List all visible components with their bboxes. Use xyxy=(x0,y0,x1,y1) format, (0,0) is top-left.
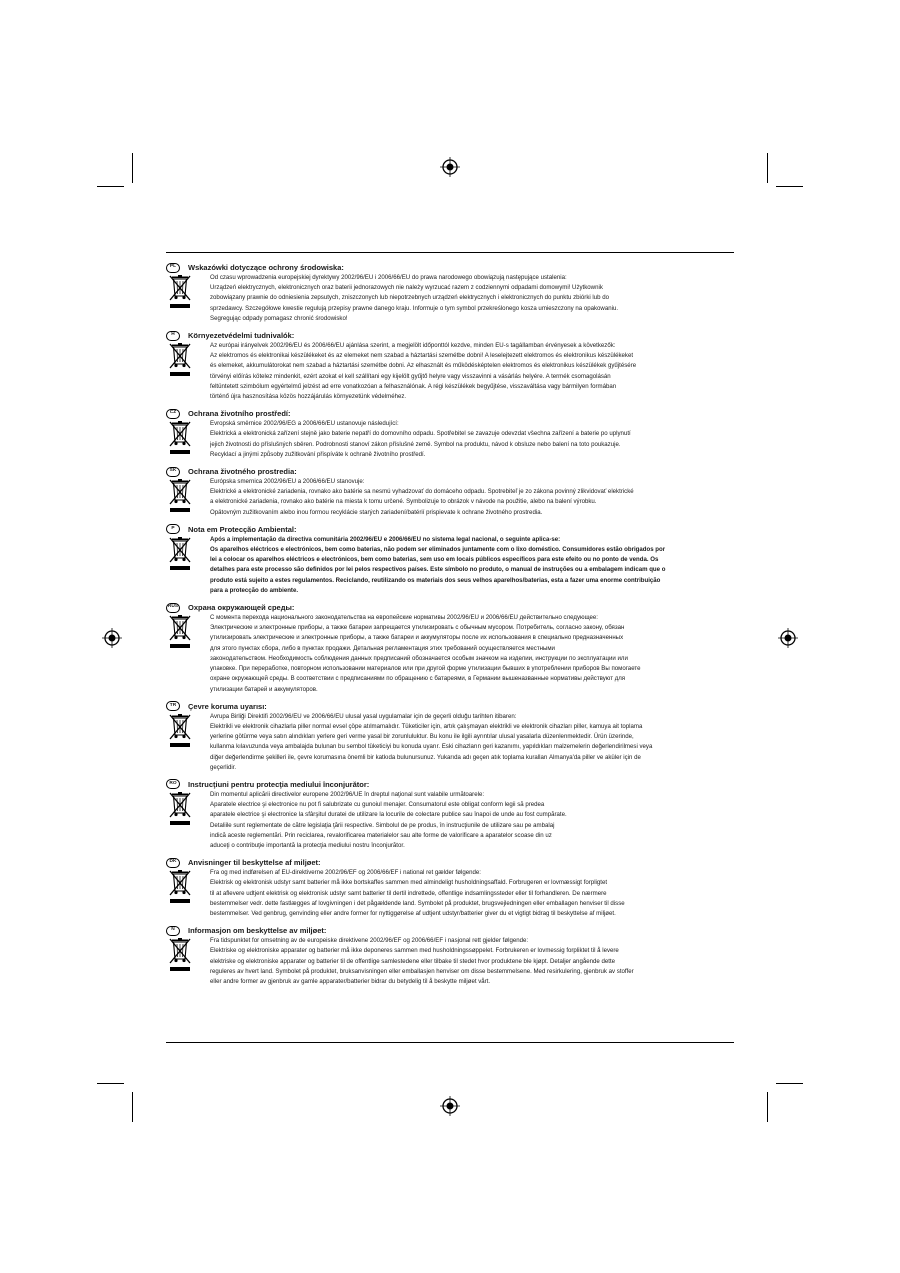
text-line: törvényi előírás kötelez mindenkit, ezért azokat el kell szállítani egy kijelölt gyűjtő helyre vagy visszavinni a vásárlás helyére. A termék csomagolásán xyxy=(210,372,611,380)
weee-bin-symbol xyxy=(169,343,193,402)
text-line: Elektriske og elektroniske apparater og batterier må ikke deponeres sammen med husholdningssøppelet. Forbrukeren er lovmessig forpliktet til å levere xyxy=(210,947,619,955)
section-tr xyxy=(166,701,734,773)
crossed-out-bin-icon xyxy=(169,792,193,818)
text-line: утилизации батарей и аккумуляторов. xyxy=(210,685,318,693)
text-line: para a protecção do ambiente. xyxy=(210,586,299,594)
weee-bar xyxy=(170,967,190,971)
text-line: Európska smernica 2002/96/EU a 2006/66/EU stanovuje: xyxy=(210,478,365,486)
text-line: reguleres av hvert land. Symbolet på produktet, bruksanvisningen eller emballasjen henviser om disse bestemmelsene. Med resirkulering, gjenbruk av stoffer xyxy=(210,967,634,975)
crop-mark xyxy=(776,1083,803,1084)
section-text xyxy=(210,419,734,460)
text-line: для этого пунктах сбора, либо в пунктах продажи. Детальная регламентация этих требований осуществляется местными xyxy=(210,644,555,652)
section-text xyxy=(210,477,734,518)
text-line: indică aceste reglementări. Prin reciclarea, revalorificarea materialelor sau alte forme de valorificare a aparatelor scoase din uz xyxy=(210,831,552,839)
text-line: és elemeket, akkumulátorokat nem szabad a háztartási szemétbe dobni. Az elhasznált és működésképtelen elektromos és elektronikus készülékek gyűjtésére xyxy=(210,362,637,370)
text-line: Recyklací a jinými způsoby zužitkování přispíváte k ochraně životního prostředí. xyxy=(210,450,426,458)
text-line: Urządzeń elektrycznych, elektronicznych oraz baterii jednorazowych nie należy wyrzucać razem z codziennymi odpadami domowymi! Użytkownik xyxy=(210,284,603,292)
registration-mark-icon xyxy=(440,1096,460,1116)
country-code-badge: PL xyxy=(166,263,180,273)
crossed-out-bin-icon xyxy=(169,537,193,563)
section-title: Informasjon om beskyttelse av miljøet: xyxy=(188,926,327,936)
country-code-badge: CZ xyxy=(166,409,180,419)
registration-mark-icon xyxy=(440,157,460,177)
crop-mark xyxy=(767,153,768,183)
weee-bin-symbol xyxy=(169,479,193,518)
text-line: detalhes para este processo são definidos por lei pelos respectivos países. Este símbolo no produto, o manual de instruções ou a embalagem indicam que o xyxy=(210,566,666,574)
section-text xyxy=(210,936,734,987)
section-header xyxy=(166,925,734,936)
text-line: jejich životnosti do příslušných sběren. Podrobnosti stanoví zákon příslušné země. Symbol na produktu, návod k obsluze nebo balení na toto poukazuje. xyxy=(210,440,621,448)
text-line: Avrupa Birliği Direktifi 2002/96/EU ve 2006/66/EU ulusal yasal uygulamalar için de geçerli olduğu tarihten itibaren: xyxy=(210,712,517,720)
crop-mark xyxy=(132,153,133,183)
environment-notes xyxy=(166,262,734,993)
country-code-badge: H xyxy=(166,331,180,341)
weee-bin-symbol xyxy=(169,870,193,919)
section-header xyxy=(166,466,734,477)
section-h xyxy=(166,330,734,402)
section-title: Охрана окружающей среды: xyxy=(188,603,295,613)
section-n xyxy=(166,925,734,987)
section-header xyxy=(166,701,734,712)
registration-mark-icon xyxy=(102,628,122,648)
weee-bar xyxy=(170,566,190,570)
crop-mark xyxy=(97,186,124,187)
section-header xyxy=(166,779,734,790)
text-line: утилизировать электрические и электронные приборы, а также батареи и аккумуляторы после их использования в специально предназначенных xyxy=(210,634,624,642)
text-line: zobowiązany prawnie do odniesienia zepsutych, zniszczonych lub niepotrzebnych urządzeń elektrycznych i elektronicznych do punktu zbiórki lub do xyxy=(210,294,610,302)
section-pl xyxy=(166,262,734,324)
text-line: Detaliile sunt reglementate de către legislaţia ţării respective. Simbolul de pe produs, în instrucţiunile de utilizare sau pe ambalaj xyxy=(210,821,555,829)
crossed-out-bin-icon xyxy=(169,479,193,505)
crossed-out-bin-icon xyxy=(169,421,193,447)
weee-bin-symbol xyxy=(169,615,193,695)
section-title: Nota em Protecção Ambiental: xyxy=(188,524,297,534)
weee-bar xyxy=(170,372,190,376)
text-line: Elektrická a elektronická zařízení stejně jako baterie nepatří do domovního odpadu. Spotřebitel se zavazuje odevzdat všechna zařízení a baterie po uplynutí xyxy=(210,430,631,438)
text-line: aparatele electrice şi electronice la sfârşitul duratei de utilizare la locurile de colectare publice sau înapoi de unde au fost cumpărate. xyxy=(210,811,567,819)
text-line: Az elektromos és elektronikai készülékeket és az elemeket nem szabad a háztartási szemétbe dobni! A leselejtezett elektromos és elektronikus készülékeket xyxy=(210,352,634,360)
section-text xyxy=(210,273,734,324)
text-line: Elektrické a elektronické zariadenia, rovnako ako batérie sa nesmú vyhadzovať do domáceho odpadu. Spotrebiteľ je zo zákona povinný zlikvidovať elektrické xyxy=(210,488,634,496)
text-line: Od czasu wprowadzenia europejskiej dyrektywy 2002/96/EU i 2006/66/EU do prawa narodowego obowiązują następujące ustalenia: xyxy=(210,274,567,281)
country-code-badge: P xyxy=(166,524,180,534)
section-title: Wskazówki dotyczące ochrony środowiska: xyxy=(188,263,344,272)
section-dk xyxy=(166,857,734,919)
section-sk xyxy=(166,466,734,518)
section-header xyxy=(166,408,734,419)
text-line: законодательством. Необходимость соблюдения данных предписаний обозначается особым значком на изделии, инструкции по эксплуатации или xyxy=(210,654,628,662)
text-line: lei a colocar os aparelhos eléctricos e electrónicos, bem como baterias, sem uso em locais públicos específicos para este efeito ou no ponto de venda. Os xyxy=(210,556,659,564)
weee-bin-symbol xyxy=(169,714,193,773)
section-header xyxy=(166,330,734,341)
weee-bar xyxy=(170,450,190,454)
crop-mark xyxy=(767,1092,768,1122)
text-line: охране окружающей среды. В соответствии с предписаниями по обращению с батареями, в Германии вышеназванные нормативы действуют для xyxy=(210,675,626,683)
text-line: sprzedawcy. Szczegółowe kwestie regulują przepisy prawne danego kraju. Informuje o tym symbol przekreślonego kosza umieszczony na opakowaniu. xyxy=(210,304,619,312)
weee-bar xyxy=(170,821,190,825)
section-title: Ochrana životného prostredia: xyxy=(188,467,297,477)
weee-bin-symbol xyxy=(169,537,193,596)
crop-mark xyxy=(132,1092,133,1122)
section-title: Környezetvédelmi tudnivalók: xyxy=(188,331,295,341)
text-line: geçerlidir. xyxy=(210,763,237,771)
text-line: Opätovným zužitkovaním alebo inou formou recyklácie starých zariadení/batérií prispievate k ochrane životného prostredia. xyxy=(210,508,543,516)
section-title: Ochrana životního prostředí: xyxy=(188,409,291,419)
text-line: Segregując odpady pomagasz chronić środowisko! xyxy=(210,314,348,322)
section-text xyxy=(210,712,734,773)
crossed-out-bin-icon xyxy=(169,938,193,964)
text-line: Электрические и электронные приборы, а также батареи запрещается утилизировать с обычным мусором. Потребитель, согласно закону, обязан xyxy=(210,624,625,632)
crossed-out-bin-icon xyxy=(169,714,193,740)
text-line: Fra tidspunktet for omsetning av de europeiske direktivene 2002/96/EF og 2006/66/EF i nasjonal rett gjelder følgende: xyxy=(210,937,529,945)
country-code-badge: RO xyxy=(166,779,180,789)
section-text xyxy=(210,790,734,851)
text-line: bestemmelser. Ved genbrug, genvinding eller andre former for nyttiggørelse af udtjent udstyr/batterier giver du et vigtigt bidrag til beskyttelse af miljøet. xyxy=(210,909,616,917)
bottom-rule xyxy=(166,1042,734,1043)
text-line: упаковке. При переработке, повторном использовании материалов или при другой форме утилизации бывших в употреблении приборов Вы помогаете xyxy=(210,665,641,673)
weee-bar xyxy=(170,743,190,747)
text-line: elektriske og elektroniske apparater og batterier til de offentlige samlestedene eller tilbake til stedet hvor produktene ble kjøpt. Detaljer angående dette xyxy=(210,957,616,965)
text-line: Elektrisk og elektronisk udstyr samt batterier må ikke bortskaffes sammen med almindeligt husholdningsaffald. Forbrugeren er lovmæssigt forpligtet xyxy=(210,879,608,887)
text-line: Elektrikli ve elektronik cihazlarla piller normal evsel çöpe atılmamalıdır. Tüketiciler için, artık çalışmayan elektrikli ve elektronik cihazları piller, kamuya ait toplama xyxy=(210,722,643,730)
text-line: Az európai irányelvek 2002/96/EU és 2006/66/EU ajánlása szerint, a megjelölt időponttól kezdve, minden EU-s tagállamban érvényesek a következők: xyxy=(210,342,616,350)
text-line: történő újra hasznosítása közös hozzájárulás környezetünk védelméhez. xyxy=(210,393,407,401)
section-cz xyxy=(166,408,734,460)
text-line: Aparatele electrice şi electronice nu pot fi salubrizate cu gunoiul menajer. Consumatorul este obligat conform legii să predea xyxy=(210,801,545,809)
section-title: Instrucţiuni pentru protecţia mediului înconjurător: xyxy=(188,779,370,789)
top-rule xyxy=(166,252,734,253)
section-rus xyxy=(166,602,734,695)
weee-bin-symbol xyxy=(169,792,193,851)
weee-bar xyxy=(170,644,190,648)
text-line: aduceţi o contribuţie importantă la protecţia mediului nostru înconjurător. xyxy=(210,841,405,849)
crossed-out-bin-icon xyxy=(169,870,193,896)
weee-bar xyxy=(170,899,190,903)
text-line: Os aparelhos eléctricos e electrónicos, bem como baterias, não podem ser eliminados juntamente com o lixo doméstico. Consumidores estão obrigados por xyxy=(210,546,666,554)
text-line: С момента перехода национального законодательства на европейские нормативы 2002/96/EU и 2006/66/EU действительно следующее: xyxy=(210,614,598,622)
text-line: Fra og med indførelsen af EU-direktiverne 2002/96/EF og 2006/66/EF i national ret gælder følgende: xyxy=(210,869,481,877)
section-text xyxy=(210,341,734,402)
country-code-badge: RUS xyxy=(166,603,180,613)
text-line: kullanma kılavuzunda veya ambalajda bulunan bu sembol tüketiciyi bu konuda uyarır. Eski cihazların geri kazanımı, yapıldıkları malzemelerin değerlendirilmesi veya xyxy=(210,743,653,751)
country-code-badge: N xyxy=(166,926,180,936)
section-header xyxy=(166,524,734,535)
crop-mark xyxy=(776,186,803,187)
text-line: diğer değerlendirme şekilleri ile, çevre korumasına önemli bir katkıda bulunursunuz. Yukarıda adı geçen atık toplama kuralları Almanya'da piller ve aküler için de xyxy=(210,753,641,761)
crossed-out-bin-icon xyxy=(169,275,193,301)
text-line: eller andre former av gjenbruk av gamle apparater/batterier bidrar du betydelig til å beskytte miljøet vårt. xyxy=(210,977,491,985)
text-line: feltüntetett szimbólum egyértelmű jelzést ad erre vonatkozóan a felhasználónak. A régi készülékek begyűjtése, visszaváltása vagy bármilyen formában xyxy=(210,382,617,390)
weee-bin-symbol xyxy=(169,938,193,987)
text-line: produto está sujeito a estes regulamentos. Reciclando, reutilizando os materiais dos seus velhos aparelhos/baterias, esta a fazer uma enorme contribuição xyxy=(210,576,661,584)
weee-bin-symbol xyxy=(169,421,193,460)
section-title: Anvisninger til beskyttelse af miljøet: xyxy=(188,858,321,868)
country-code-badge: SK xyxy=(166,467,180,477)
weee-bar xyxy=(170,304,190,308)
text-line: yerlerine götürme veya satın alındıkları yerlere geri verme yasal bir zorunluluktur. Bu konu ile ilgili ayrıntılar ulusal yasalarla düzenlenmektedir. Ürün üzerinde, xyxy=(210,733,634,741)
weee-bin-symbol xyxy=(169,275,193,324)
text-line: a elektronické zariadenia, rovnako ako batérie na miesta k tomu určené. Symbolizuje to obrázok v návode na použitie, alebo na balení výrobku. xyxy=(210,498,597,506)
section-header xyxy=(166,857,734,868)
crossed-out-bin-icon xyxy=(169,615,193,641)
section-text xyxy=(210,613,734,695)
crop-mark xyxy=(97,1083,124,1084)
registration-mark-icon xyxy=(778,628,798,648)
section-title: Çevre koruma uyarısı: xyxy=(188,701,267,711)
section-text xyxy=(210,868,734,919)
country-code-badge: TR xyxy=(166,701,180,711)
text-line: Evropská směrnice 2002/96/EG a 2006/66/EU ustanovuje následující: xyxy=(210,420,399,428)
section-ro xyxy=(166,779,734,851)
country-code-badge: DK xyxy=(166,858,180,868)
text-line: til at aflevere udtjent elektrisk og elektronisk udstyr samt batterier til dertil indrettede, offentlige indsamlingssteder eller til forhandleren. De nærmere xyxy=(210,889,607,897)
section-header xyxy=(166,602,734,613)
weee-bar xyxy=(170,508,190,512)
text-line: Após a implementação da directiva comunitária 2002/96/EU e 2006/66/EU no sistema legal nacional, o seguinte aplica-se: xyxy=(210,535,561,543)
section-p xyxy=(166,524,734,596)
text-line: bestemmelser vedr. dette fastlægges af lovgivningen i det pågældende land. Symbolet på produktet, brugsvejledningen eller emballagen henviser til disse xyxy=(210,899,625,907)
section-text xyxy=(210,535,734,596)
section-header xyxy=(166,262,734,273)
text-line: Din momentul aplicării directivelor europene 2002/96/UE în dreptul naţional sunt valabile următoarele: xyxy=(210,790,485,798)
crossed-out-bin-icon xyxy=(169,343,193,369)
